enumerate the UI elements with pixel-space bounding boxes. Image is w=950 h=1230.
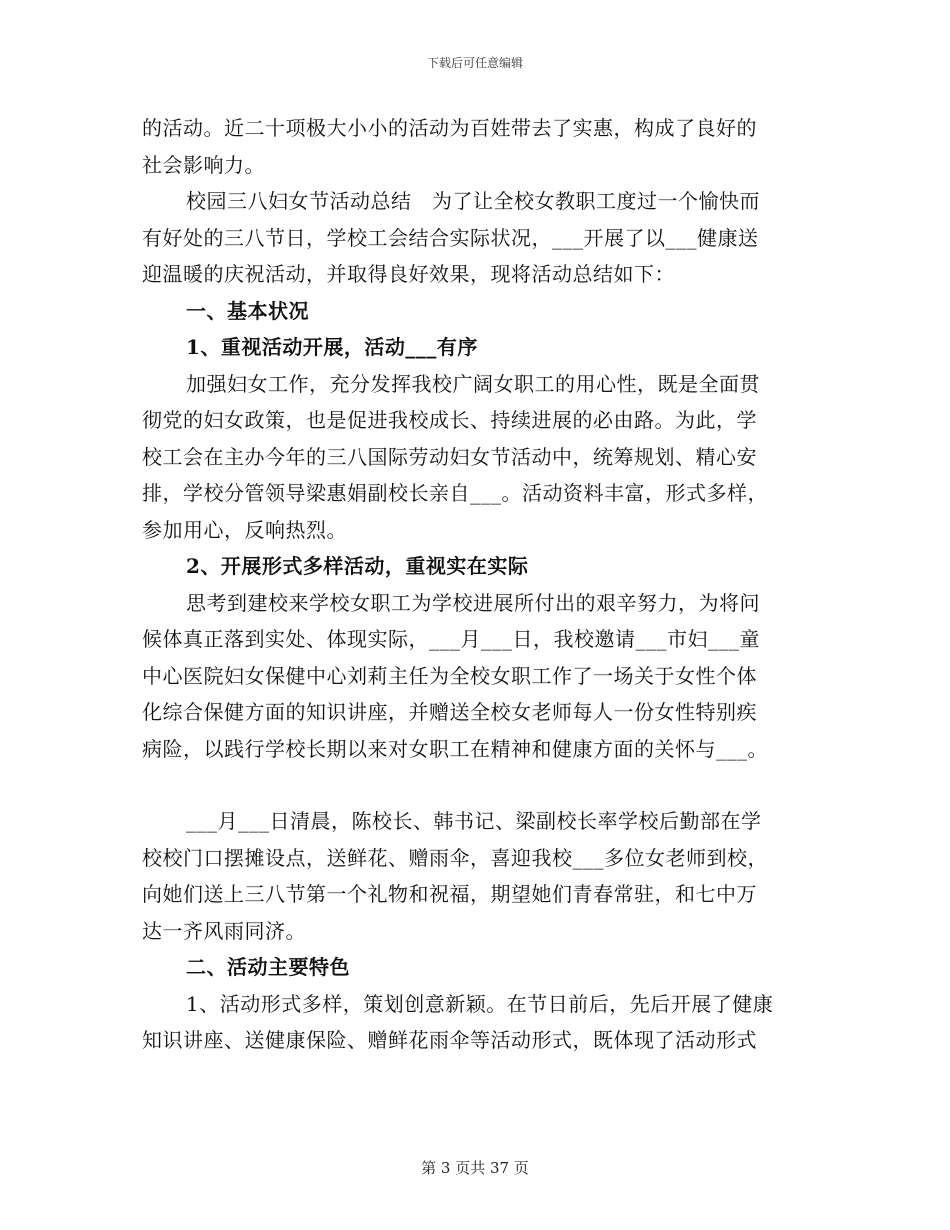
paragraph-line: 中心医院妇女保健中心刘莉主任为全校女职工作了一场关于女性个体: [142, 663, 757, 688]
document-body: [142, 110, 814, 1059]
paragraph-line: 排，学校分管领导梁惠娟副校长亲自___。活动资料丰富，形式多样，: [142, 481, 768, 505]
subsection-heading: 1、重视活动开展，活动___有序: [186, 335, 478, 359]
paragraph-line: 的活动。近二十项极大小小的活动为百姓带去了实惠，构成了良好的: [142, 116, 757, 140]
page-header: 下载后可任意编辑: [426, 56, 523, 70]
paragraph-line: 思考到建校来学校女职工为学校进展所付出的艰辛努力，为将问: [186, 590, 760, 615]
paragraph-spacer: [142, 767, 814, 803]
paragraph-line: 校园三八妇女节活动总结 为了让全校女教职工度过一个愉快而: [186, 189, 760, 213]
paragraph-line: ___月___日清晨，陈校长、韩书记、梁副校长率学校后勤部在学: [186, 809, 762, 833]
section-heading: 一、基本状况: [186, 298, 309, 323]
paragraph-line: 化综合保健方面的知识讲座，并赠送全校女老师每人一份女性特别疾: [142, 700, 757, 724]
paragraph-line: 校工会在主办今年的三八国际劳动妇女节活动中，统筹规划、精心安: [142, 444, 757, 469]
section-heading: 二、活动主要特色: [186, 955, 350, 979]
paragraph-line: 达一齐风雨同济。: [142, 918, 306, 943]
paragraph-line: 有好处的三八节日，学校工会结合实际状况，___开展了以___健康送: [142, 225, 759, 250]
paragraph-line: 病险，以践行学校长期以来对女职工在精神和健康方面的关怀与___。: [142, 736, 768, 761]
paragraph-line: 校校门口摆摊设点，送鲜花、赠雨伞，喜迎我校___多位女老师到校，: [142, 845, 768, 870]
paragraph-line: 参加用心，反响热烈。: [142, 517, 347, 542]
paragraph-line: 加强妇女工作，充分发挥我校广阔女职工的用心性，既是全面贯: [186, 371, 760, 396]
paragraph-line: 社会影响力。: [142, 152, 265, 177]
paragraph-line: 知识讲座、送健康保险、赠鲜花雨伞等活动形式，既体现了活动形式: [142, 1028, 757, 1052]
paragraph-line: 彻党的妇女政策，也是促进我校成长、持续进展的必由路。为此，学: [142, 408, 757, 432]
subsection-heading: 2、开展形式多样活动，重视实在实际: [186, 554, 529, 578]
paragraph-line: 候体真正落到实处、体现实际，___月___日，我校邀请___市妇___童: [142, 627, 760, 651]
page-footer: 第 3 页共 37 页: [421, 1159, 529, 1177]
paragraph-line: 迎温暖的庆祝活动，并取得良好效果，现将活动总结如下：: [142, 262, 675, 286]
paragraph-line: 向她们送上三八节第一个礼物和祝福，期望她们青春常驻，和七中万: [142, 882, 757, 906]
paragraph-line: 1、活动形式多样，策划创意新颖。在节日前后，先后开展了健康: [186, 991, 774, 1016]
